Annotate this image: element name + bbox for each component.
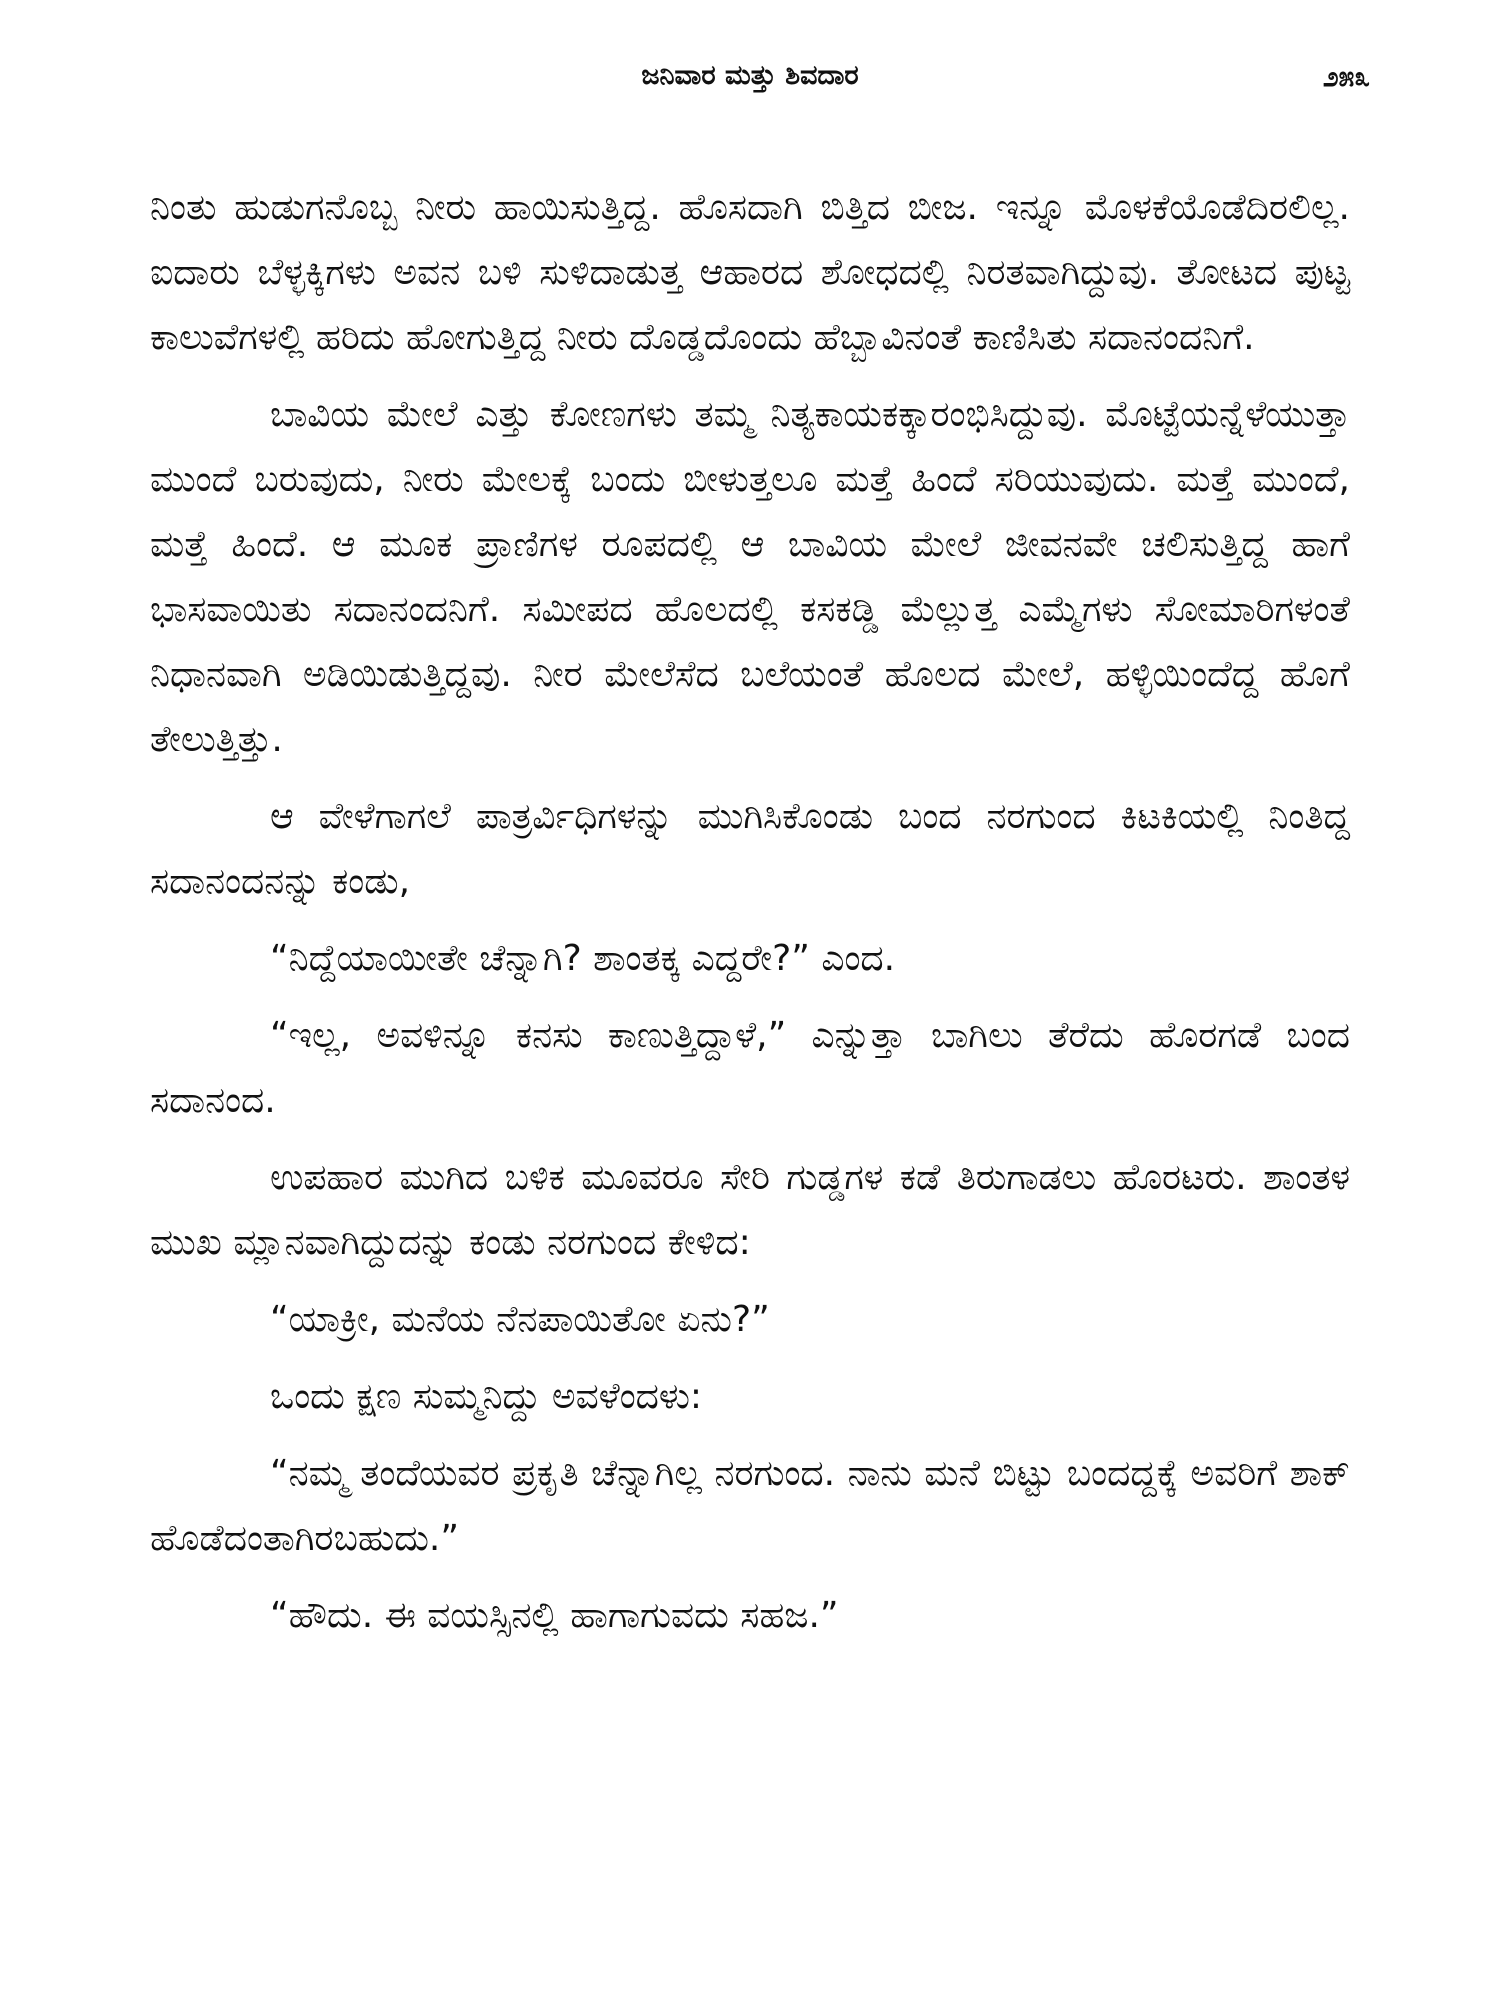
paragraph: ಆ ವೇಳೆಗಾಗಲೆ ಪಾತ್ರರ್ವಿಧಿಗಳನ್ನು ಮುಗಿಸಿಕೊಂಡು ಬಂದ ನರಗುಂದ ಕಿಟಕಿಯಲ್ಲಿ ನಿಂತಿದ್ದ ಸದಾನಂದನನ್ನು ಕಂಡು, (150, 796, 1350, 902)
paragraph: ನಿಂತು ಹುಡುಗನೊಬ್ಬ ನೀರು ಹಾಯಿಸುತ್ತಿದ್ದ. ಹೊಸದಾಗಿ ಬಿತ್ತಿದ ಬೀಜ. ಇನ್ನೂ ಮೊಳಕೆಯೊಡೆದಿರಲಿಲ್ಲ. ಐದಾರು ಬೆಳ್ಳಕ್ಕಿಗಳು ಅವನ ಬಳಿ ಸುಳಿದಾಡುತ್ತ ಆಹಾರದ ಶೋಧದಲ್ಲಿ ನಿರತವಾಗಿದ್ದುವು. ತೋಟದ ಪುಟ್ಟ ಕಾಲುವೆಗಳಲ್ಲಿ ಹರಿದು ಹೋಗುತ್ತಿದ್ದ ನೀರು ದೊಡ್ಡದೊಂದು ಹೆಬ್ಬಾವಿನಂತೆ ಕಾಣಿಸಿತು ಸದಾನಂದನಿಗೆ. (150, 187, 1350, 358)
paragraph: “ನಮ್ಮ ತಂದೆಯವರ ಪ್ರಕೃತಿ ಚೆನ್ನಾಗಿಲ್ಲ ನರಗುಂದ. ನಾನು ಮನೆ ಬಿಟ್ಟು ಬಂದದ್ದಕ್ಕೆ ಅವರಿಗೆ ಶಾಕ್ ಹೊಡೆದಂತಾಗಿರಬಹುದು.” (150, 1453, 1350, 1559)
paragraph: ಒಂದು ಕ್ಷಣ ಸುಮ್ಮನಿದ್ದು ಅವಳೆಂದಳು: (270, 1376, 703, 1417)
paragraph: “ನಿದ್ದೆಯಾಯೀತೇ ಚೆನ್ನಾಗಿ? ಶಾಂತಕ್ಕ ಎದ್ದರೇ?” ಎಂದ. (270, 938, 896, 979)
page-header (0, 60, 1500, 110)
page-number: ೨೫೩ (1322, 60, 1370, 93)
body-text (150, 175, 1350, 1660)
paragraph: “ಹೌದು. ಈ ವಯಸ್ಸಿನಲ್ಲಿ ಹಾಗಾಗುವದು ಸಹಜ.” (270, 1595, 839, 1636)
running-title: ಜನಿವಾರ ಮತ್ತು ಶಿವದಾರ (641, 60, 859, 91)
paragraph: “ಯಾಕ್ರೀ, ಮನೆಯ ನೆನಪಾಯಿತೋ ಏನು?” (270, 1299, 770, 1340)
paragraph: ಬಾವಿಯ ಮೇಲೆ ಎತ್ತು ಕೋಣಗಳು ತಮ್ಮ ನಿತ್ಯಕಾಯಕಕ್ಕಾರಂಭಿಸಿದ್ದುವು. ಮೊಟ್ಟೆಯನ್ನೆಳೆಯುತ್ತಾ ಮುಂದೆ ಬರುವುದು, ನೀರು ಮೇಲಕ್ಕೆ ಬಂದು ಬೀಳುತ್ತಲೂ ಮತ್ತೆ ಹಿಂದೆ ಸರಿಯುವುದು. ಮತ್ತೆ ಮುಂದೆ, ಮತ್ತೆ ಹಿಂದೆ. ಆ ಮೂಕ ಪ್ರಾಣಿಗಳ ರೂಪದಲ್ಲಿ ಆ ಬಾವಿಯ ಮೇಲೆ ಜೀವನವೇ ಚಲಿಸುತ್ತಿದ್ದ ಹಾಗೆ ಭಾಸವಾಯಿತು ಸದಾನಂದನಿಗೆ. ಸಮೀಪದ ಹೊಲದಲ್ಲಿ ಕಸಕಡ್ಡಿ ಮೆಲ್ಲುತ್ತ ಎಮ್ಮೆಗಳು ಸೋಮಾರಿಗಳಂತೆ ನಿಧಾನವಾಗಿ ಅಡಿಯಿಡುತ್ತಿದ್ದವು. ನೀರ ಮೇಲೆಸೆದ ಬಲೆಯಂತೆ ಹೊಲದ ಮೇಲೆ, ಹಳ್ಳಿಯಿಂದೆದ್ದ ಹೊಗೆ ತೇಲುತ್ತಿತ್ತು. (150, 394, 1350, 760)
paragraph: ಉಪಹಾರ ಮುಗಿದ ಬಳಿಕ ಮೂವರೂ ಸೇರಿ ಗುಡ್ಡಗಳ ಕಡೆ ತಿರುಗಾಡಲು ಹೊರಟರು. ಶಾಂತಳ ಮುಖ ಮ್ಲಾನವಾಗಿದ್ದುದನ್ನು ಕಂಡು ನರಗುಂದ ಕೇಳಿದ: (150, 1157, 1350, 1263)
paragraph: “ಇಲ್ಲ, ಅವಳಿನ್ನೂ ಕನಸು ಕಾಣುತ್ತಿದ್ದಾಳೆ,” ಎನ್ನುತ್ತಾ ಬಾಗಿಲು ತೆರೆದು ಹೊರಗಡೆ ಬಂದ ಸದಾನಂದ. (150, 1015, 1350, 1121)
